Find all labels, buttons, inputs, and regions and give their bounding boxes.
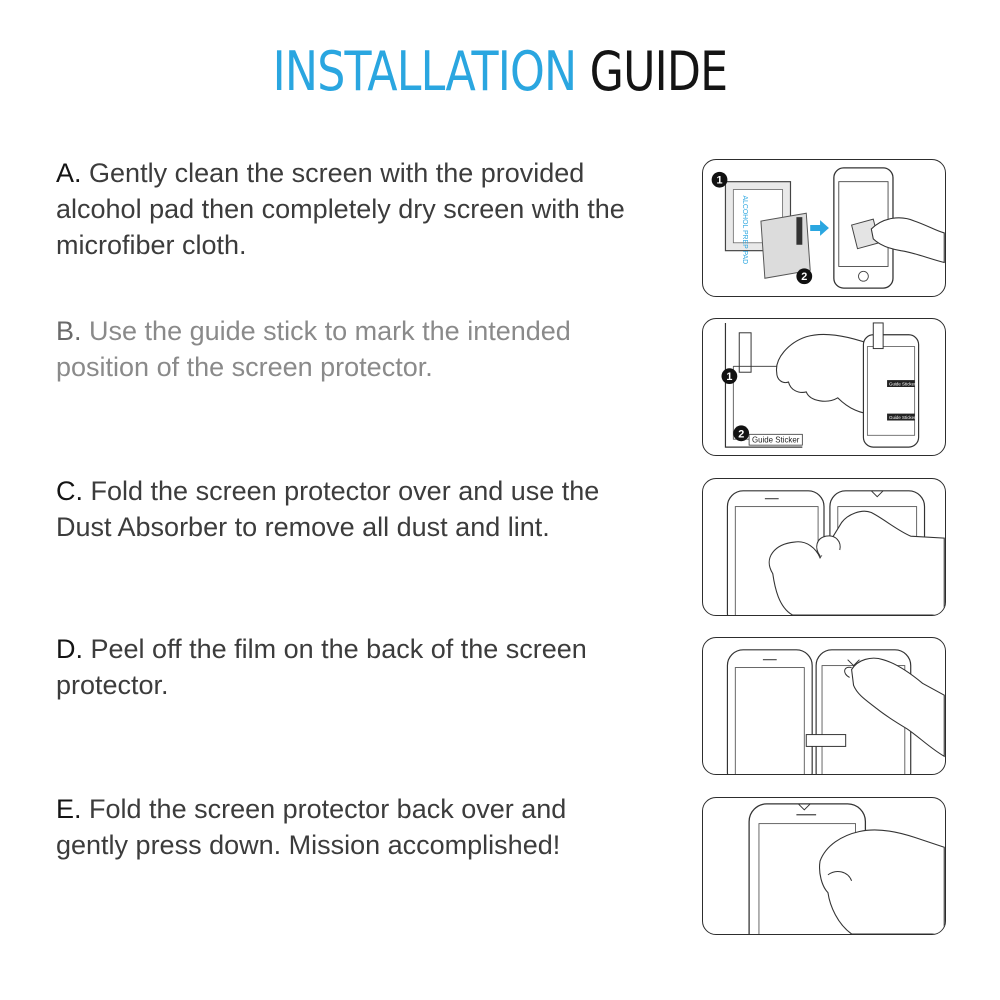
illustration-e-panel bbox=[702, 797, 946, 935]
step-e-letter: E. bbox=[56, 794, 82, 824]
step-c-description: Fold the screen protector over and use the Dust Absorber to remove all dust and lint. bbox=[56, 476, 600, 542]
badge-b1-number: 1 bbox=[726, 371, 733, 384]
arrow-right-icon bbox=[810, 220, 829, 236]
title-part-guide: GUIDE bbox=[589, 40, 728, 103]
cloth-tag bbox=[796, 217, 802, 245]
step-a-letter: A. bbox=[56, 158, 82, 188]
hand-icon bbox=[820, 830, 945, 934]
step-e-description: Fold the screen protector back over and gently press down. Mission accomplished! bbox=[56, 794, 567, 860]
small-sticker-bottom-label: Guide Sticker bbox=[889, 415, 916, 421]
step-b-letter: B. bbox=[56, 316, 82, 346]
alcohol-pad-label: ALCOHOL PREP PAD bbox=[741, 195, 749, 265]
badge-b2-number: 2 bbox=[738, 428, 745, 441]
step-c-text bbox=[56, 473, 636, 545]
illustration-b bbox=[703, 319, 945, 455]
guide-stick-right bbox=[873, 323, 883, 349]
illustration-e bbox=[703, 798, 945, 934]
title-part-installation: INSTALLATION bbox=[272, 40, 577, 103]
step-a-text bbox=[56, 155, 636, 263]
step-e-text bbox=[56, 791, 636, 863]
illustration-a-panel bbox=[702, 159, 946, 297]
badge-a2-number: 2 bbox=[801, 271, 808, 284]
illustration-c bbox=[703, 479, 945, 615]
page-title bbox=[90, 40, 910, 104]
step-d-letter: D. bbox=[56, 634, 83, 664]
phone-right-screen bbox=[867, 347, 914, 436]
badge-a1-number: 1 bbox=[716, 174, 723, 187]
illustration-b-panel bbox=[702, 318, 946, 456]
microfiber-cloth bbox=[761, 213, 810, 278]
peel-tab bbox=[806, 735, 845, 747]
phone-left-screen bbox=[735, 668, 804, 774]
illustration-c-panel bbox=[702, 478, 946, 616]
step-b-description: Use the guide stick to mark the intended position of the screen protector. bbox=[56, 316, 571, 382]
illustration-d-panel bbox=[702, 637, 946, 775]
illustration-a bbox=[703, 160, 945, 296]
guide-sticker-label: Guide Sticker bbox=[752, 435, 800, 445]
step-a-description: Gently clean the screen with the provided alcohol pad then completely dry screen with the microfiber cloth. bbox=[56, 158, 625, 260]
illustration-d bbox=[703, 638, 945, 774]
step-d-description: Peel off the film on the back of the screen protector. bbox=[56, 634, 587, 700]
step-c-letter: C. bbox=[56, 476, 83, 506]
step-d-text bbox=[56, 631, 636, 703]
hand-icon bbox=[777, 334, 878, 414]
small-sticker-top-label: Guide Sticker bbox=[889, 381, 916, 387]
step-b-text bbox=[56, 313, 636, 385]
